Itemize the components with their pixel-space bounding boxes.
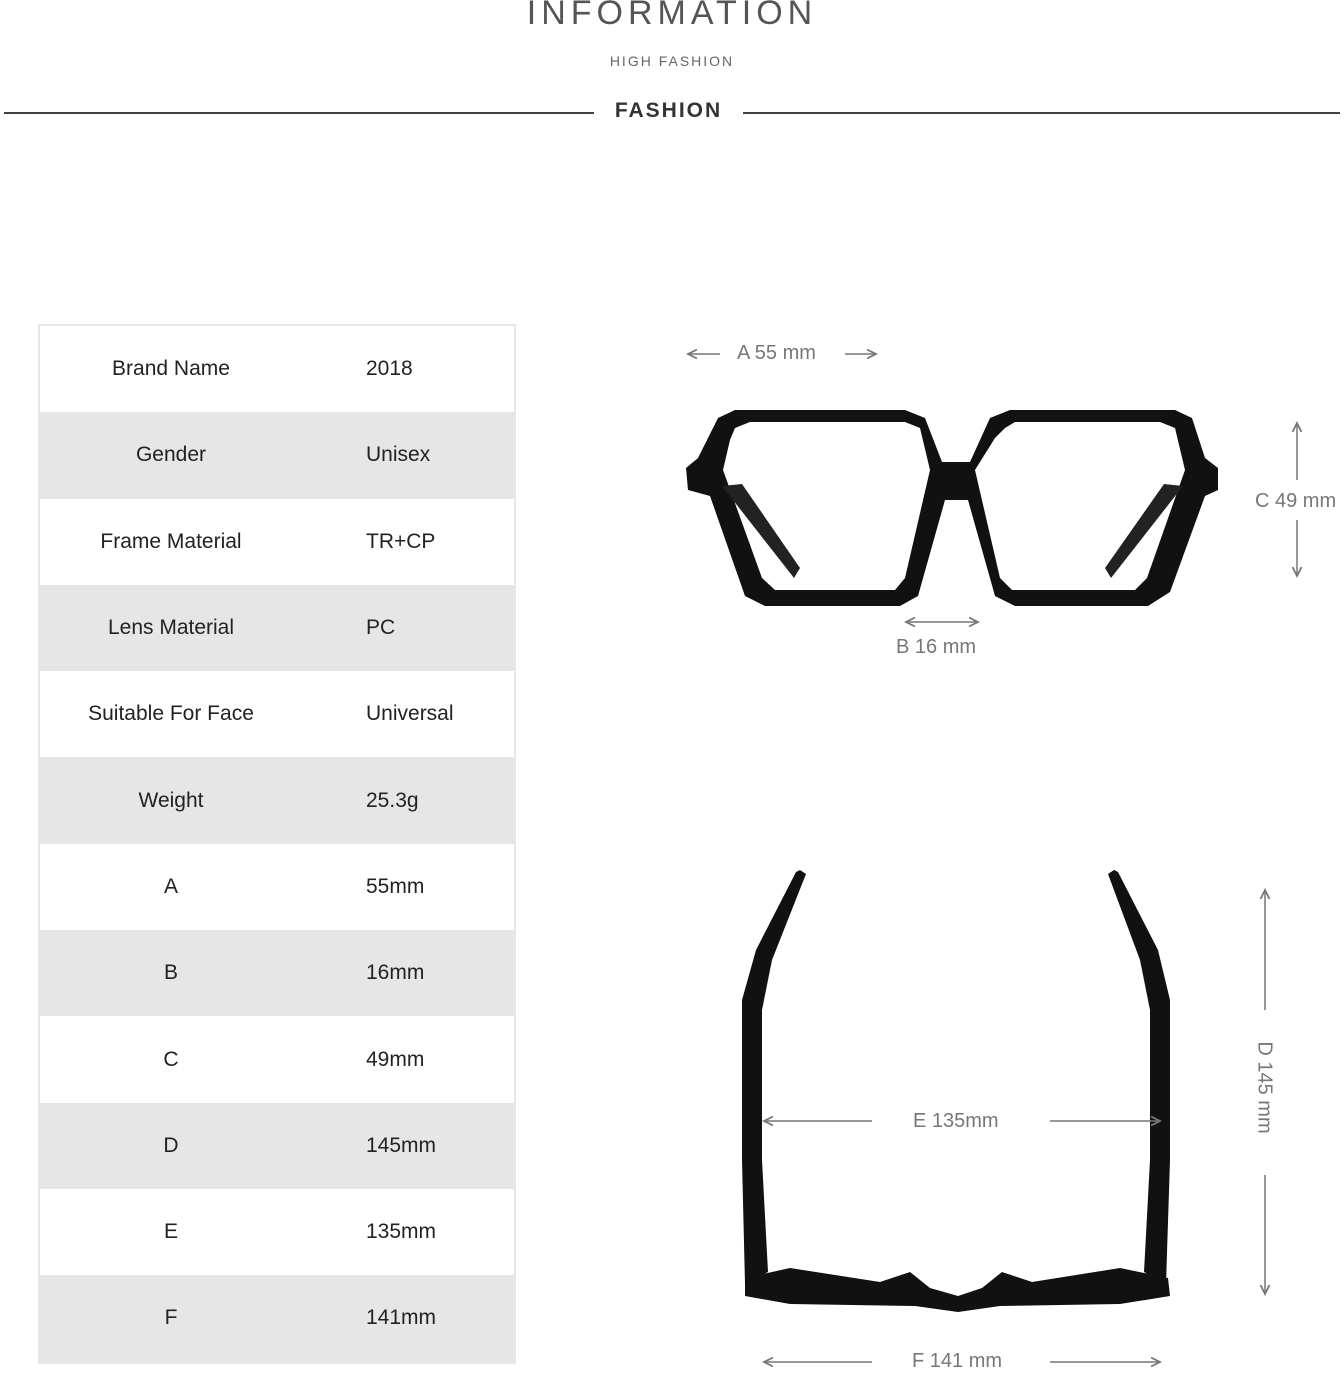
spec-value: TR+CP [366,529,436,553]
spec-value: 135mm [366,1220,437,1244]
spec-value: 55mm [366,874,425,898]
spec-key: D [163,1133,179,1157]
spec-value: 145mm [366,1133,437,1157]
spec-value: PC [366,616,396,640]
spec-value: 141mm [366,1306,437,1330]
spec-value: 16mm [366,961,425,985]
glasses-front-icon [686,410,1218,606]
section-label: FASHION [614,99,723,122]
spec-value: Universal [366,702,454,726]
spec-value: 25.3g [366,788,419,812]
spec-key: F [164,1306,178,1330]
spec-key: Brand Name [112,357,230,381]
dimension-label-a: A 55 mm [737,342,816,364]
spec-key: A [163,874,178,898]
dimension-label-f: F 141 mm [912,1350,1003,1372]
dimension-label-e: E 135mm [913,1110,999,1132]
dimension-label-c: C 49 mm [1255,490,1337,512]
spec-key: C [163,1047,179,1071]
spec-key: Frame Material [100,529,242,553]
dimension-label-d: D 145 mm [1253,1041,1276,1134]
spec-key: E [163,1220,178,1244]
dimension-label-b: B 16 mm [896,636,977,658]
spec-value: 2018 [366,357,413,381]
spec-key: Weight [138,788,204,812]
spec-key: Lens Material [107,616,235,640]
spec-key: Suitable For Face [88,702,254,726]
spec-value: 49mm [366,1047,425,1071]
spec-key: B [163,961,178,985]
page-subtitle: HIGH FASHION [609,53,735,69]
spec-key: Gender [135,443,207,467]
page-title: INFORMATION [526,0,818,32]
glasses-top-icon [742,870,1170,1312]
spec-value: Unisex [366,443,431,467]
